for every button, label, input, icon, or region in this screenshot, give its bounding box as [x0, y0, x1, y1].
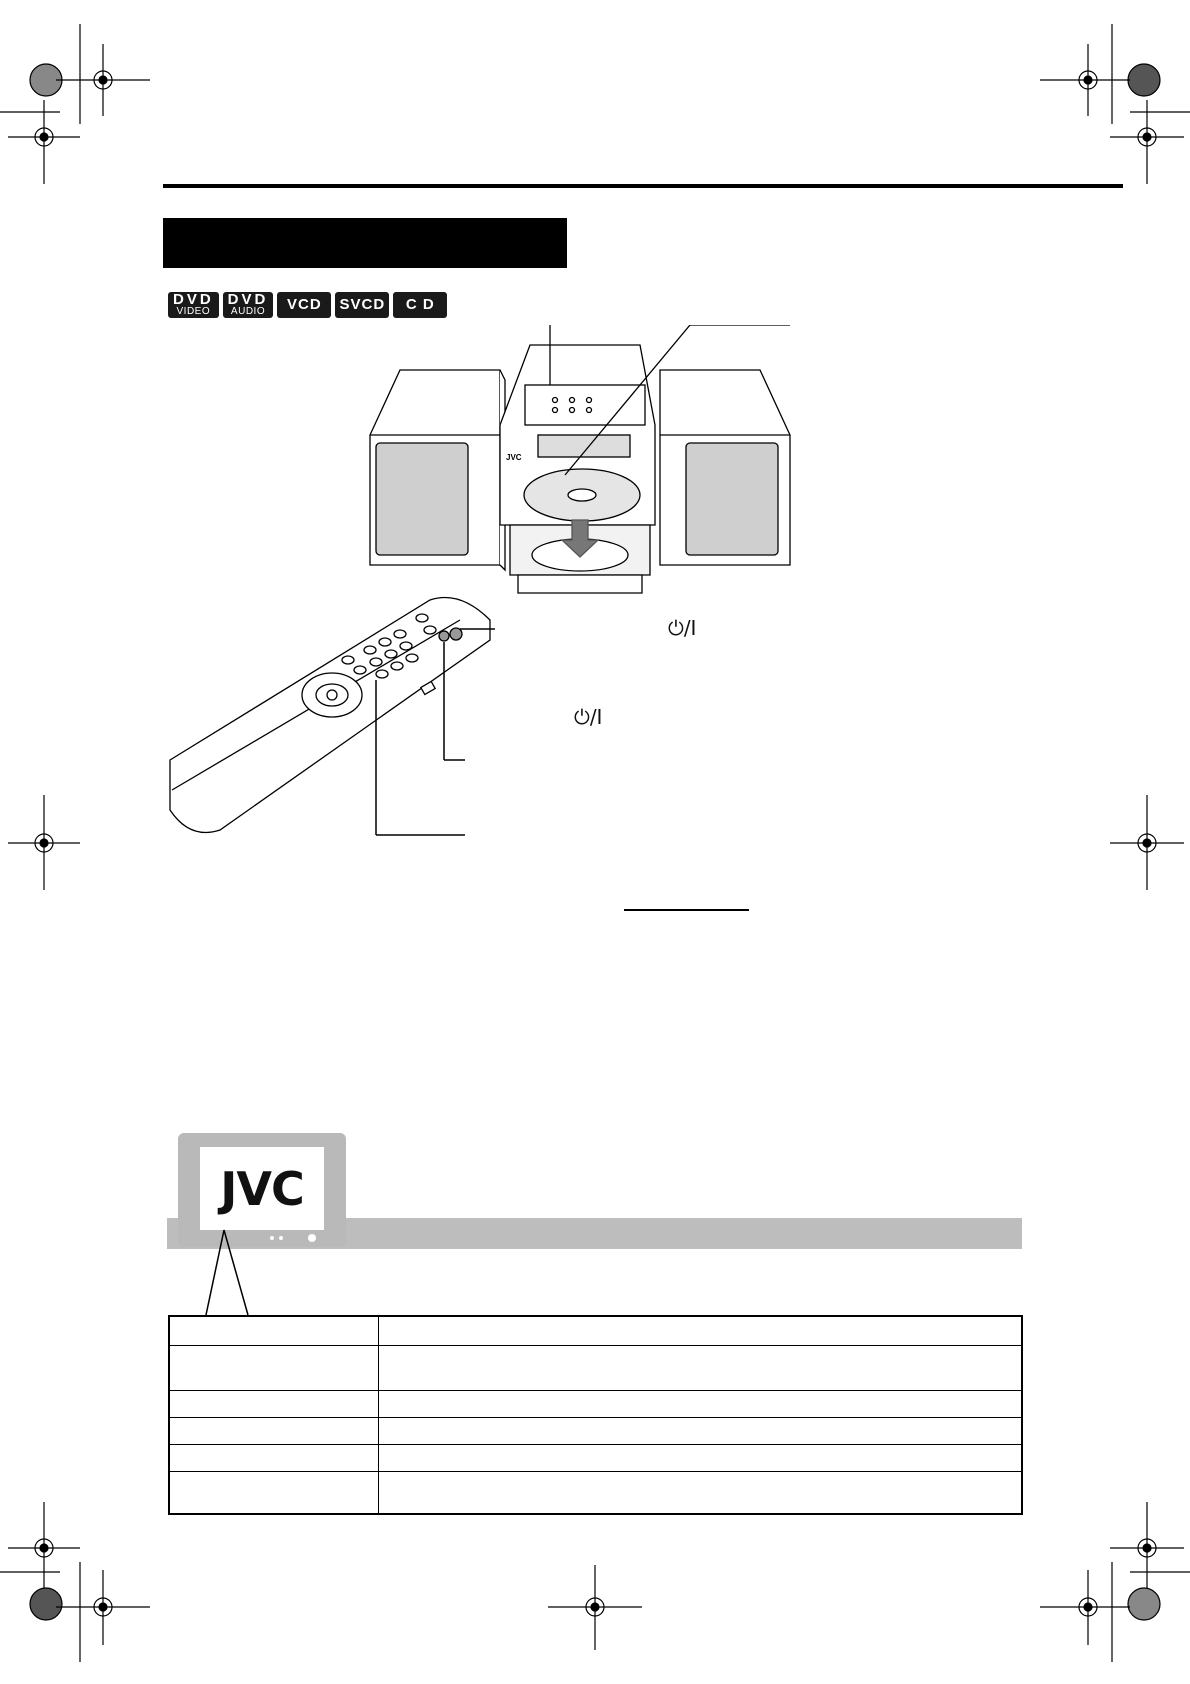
table-row — [169, 1471, 1022, 1514]
badge-svcd: SVCD — [335, 292, 389, 318]
tv-indicator-dot — [279, 1236, 283, 1240]
tv-logo: JVC — [220, 1161, 304, 1216]
underline-blank — [624, 909, 749, 911]
table-cell — [169, 1316, 379, 1345]
badge-vcd: VCD — [277, 292, 331, 318]
power-label-main: ⏻/I — [668, 616, 697, 640]
remote-control-illustration — [160, 590, 500, 850]
table-cell — [379, 1471, 1023, 1514]
disc-type-badges — [168, 292, 447, 318]
table-cell — [169, 1471, 379, 1514]
table-cell — [379, 1444, 1023, 1471]
table-cell — [169, 1417, 379, 1444]
table-row — [169, 1345, 1022, 1390]
tv-callout-lines — [200, 1225, 260, 1320]
power-label-remote: ⏻/I — [574, 705, 603, 729]
table-cell — [169, 1390, 379, 1417]
device-logo: JVC — [506, 453, 522, 462]
tv-screen — [200, 1147, 324, 1230]
table-cell — [379, 1316, 1023, 1345]
tv-indicator-dot — [270, 1236, 274, 1240]
table-cell — [379, 1417, 1023, 1444]
main-unit-illustration — [360, 325, 800, 610]
badge-cd: C D — [393, 292, 447, 318]
spec-table — [168, 1315, 1023, 1515]
section-title-bar — [163, 218, 567, 268]
table-row — [169, 1444, 1022, 1471]
header-rule — [163, 184, 1123, 188]
table-cell — [379, 1345, 1023, 1390]
table-cell — [379, 1390, 1023, 1417]
table-row — [169, 1390, 1022, 1417]
badge-dvd-video: DVD VIDEO — [168, 292, 219, 318]
table-cell — [169, 1345, 379, 1390]
table-row — [169, 1417, 1022, 1444]
table-row — [169, 1316, 1022, 1345]
table-cell — [169, 1444, 379, 1471]
tv-power-dot — [308, 1234, 316, 1242]
badge-dvd-audio: DVD AUDIO — [223, 292, 274, 318]
